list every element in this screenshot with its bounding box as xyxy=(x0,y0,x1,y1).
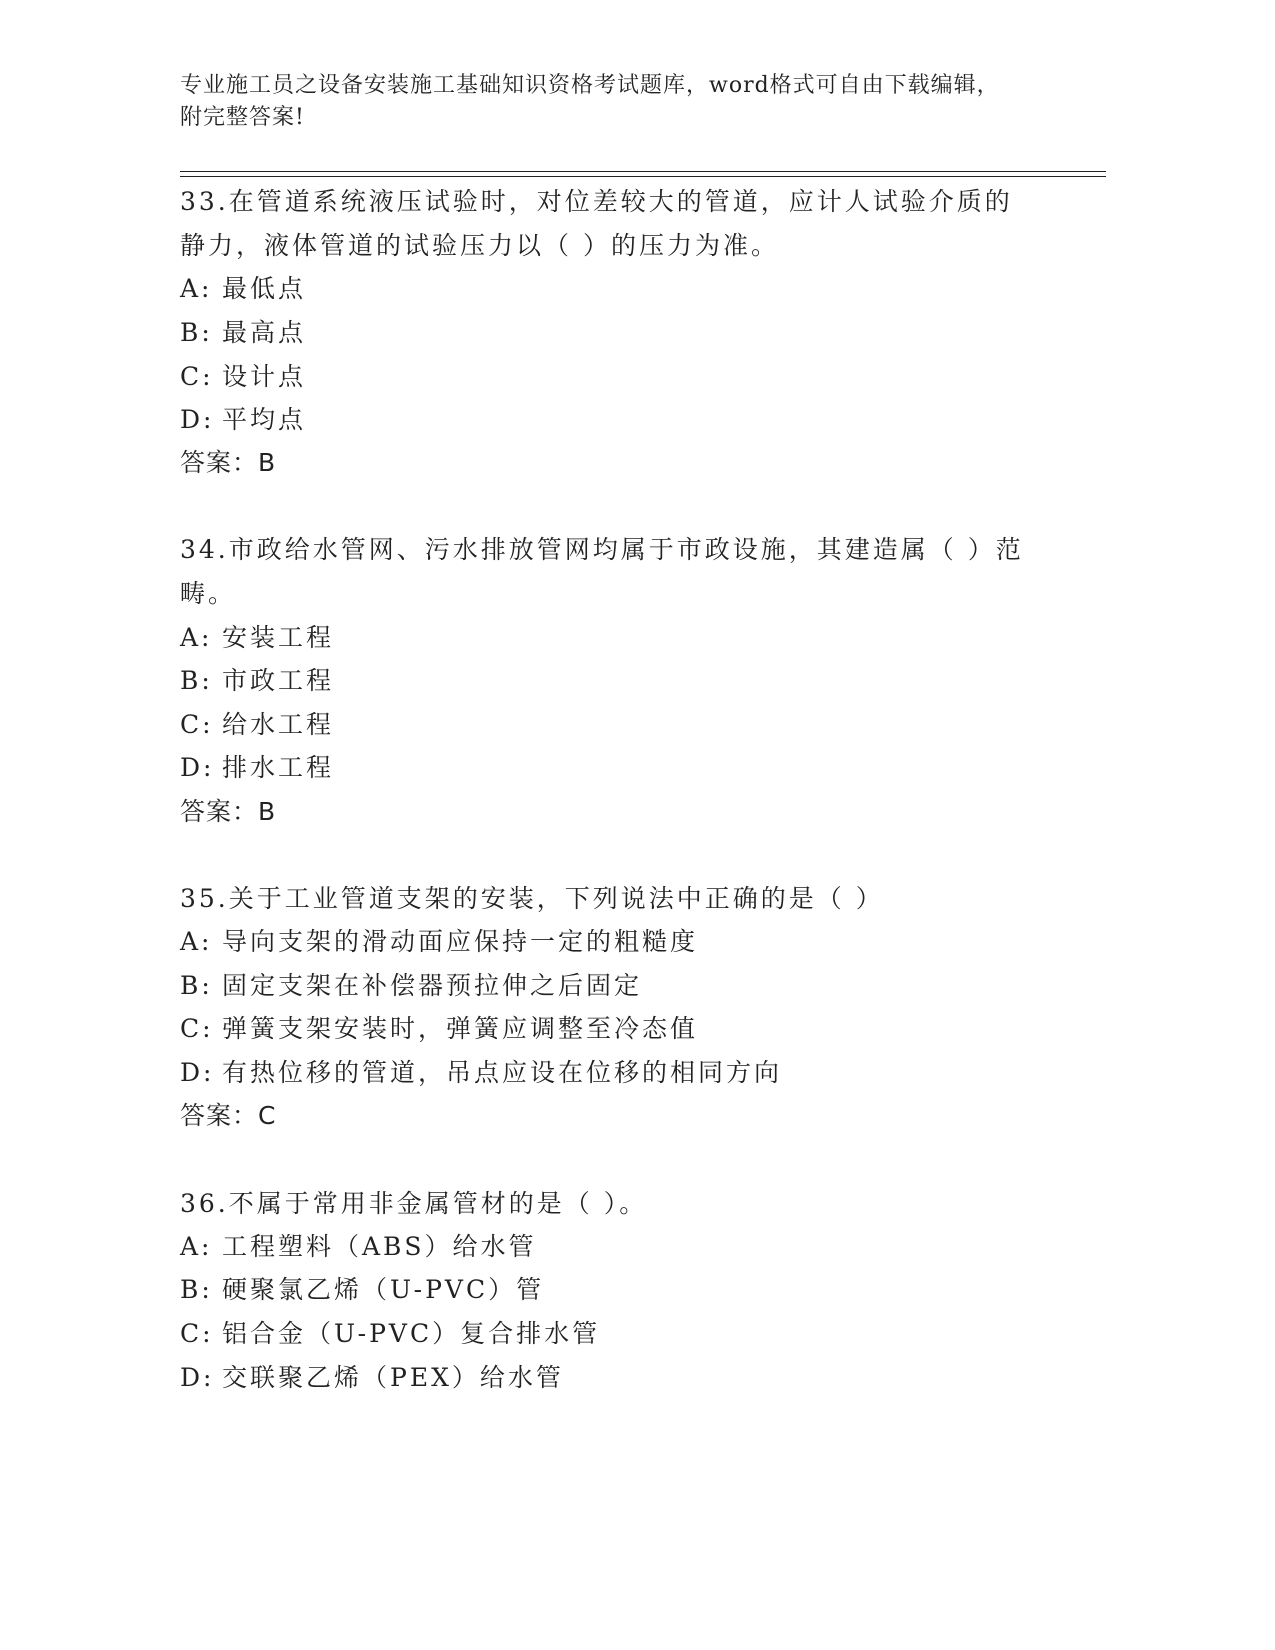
header-divider-bottom xyxy=(180,176,1106,177)
option-text: 平均点 xyxy=(222,405,307,434)
question-33-answer: 答案：B xyxy=(180,448,277,477)
option-letter: A: xyxy=(180,927,213,956)
option-text: 固定支架在补偿器预拉伸之后固定 xyxy=(222,971,643,1000)
question-34-option-b xyxy=(180,666,334,696)
header-line-2: 附完整答案! xyxy=(180,105,305,130)
option-letter: A: xyxy=(180,1232,213,1261)
question-35-option-d xyxy=(180,1058,782,1088)
question-33-option-a xyxy=(180,274,306,304)
question-33-option-d xyxy=(180,405,306,435)
option-text: 硬聚氯乙烯（U-PVC）管 xyxy=(222,1275,545,1304)
option-text: 市政工程 xyxy=(222,666,335,695)
question-33-option-b xyxy=(180,318,306,348)
option-letter: B: xyxy=(180,971,213,1000)
option-letter: B: xyxy=(180,318,213,347)
option-text: 给水工程 xyxy=(222,710,335,739)
option-letter: A: xyxy=(180,623,213,652)
header-divider-top xyxy=(180,171,1106,172)
option-letter: C: xyxy=(180,1319,214,1348)
option-letter: B: xyxy=(180,1275,213,1304)
option-text: 交联聚乙烯（PEX）给水管 xyxy=(222,1363,564,1392)
question-36-option-a xyxy=(180,1232,537,1262)
question-34-answer: 答案：B xyxy=(180,797,277,826)
option-letter: D: xyxy=(180,753,215,782)
option-text: 铝合金（U-PVC）复合排水管 xyxy=(222,1319,601,1348)
option-letter: B: xyxy=(180,666,213,695)
option-text: 弹簧支架安装时，弹簧应调整至冷态值 xyxy=(222,1014,699,1043)
question-34-option-d xyxy=(180,753,334,783)
question-33-text: 33.在管道系统液压试验时，对位差较大的管道，应计人试验介质的静力，液体管道的试验压力以（ ）的压力为准。 xyxy=(180,187,1013,260)
question-36-text: 36.不属于常用非金属管材的是（ ）。 xyxy=(180,1189,648,1218)
option-text: 安装工程 xyxy=(222,623,335,652)
question-35-option-a xyxy=(180,927,698,957)
question-36-option-d xyxy=(180,1363,564,1393)
question-34-option-a xyxy=(180,623,334,653)
option-letter: D: xyxy=(180,1058,215,1087)
question-35-option-c xyxy=(180,1014,698,1044)
option-letter: D: xyxy=(180,1363,215,1392)
question-36-option-b xyxy=(180,1275,544,1305)
header-line-1: 专业施工员之设备安装施工基础知识资格考试题库，word格式可自由下载编辑， xyxy=(180,73,1000,98)
option-text: 设计点 xyxy=(222,362,307,391)
option-letter: C: xyxy=(180,362,214,391)
question-35-answer: 答案：C xyxy=(180,1101,277,1130)
option-letter: A: xyxy=(180,274,213,303)
question-35-text: 35.关于工业管道支架的安装，下列说法中正确的是（ ） xyxy=(180,884,884,913)
option-text: 工程塑料（ABS）给水管 xyxy=(222,1232,537,1261)
option-letter: C: xyxy=(180,1014,214,1043)
question-33-option-c xyxy=(180,362,306,392)
document-header xyxy=(180,70,1060,134)
question-35-option-b xyxy=(180,971,642,1001)
option-text: 排水工程 xyxy=(222,753,335,782)
option-text: 最高点 xyxy=(222,318,307,347)
question-34-option-c xyxy=(180,710,334,740)
option-letter: D: xyxy=(180,405,215,434)
question-34-text: 34.市政给水管网、污水排放管网均属于市政设施，其建造属（ ）范畴。 xyxy=(180,535,1024,608)
question-36-option-c xyxy=(180,1319,600,1349)
option-text: 有热位移的管道，吊点应设在位移的相同方向 xyxy=(222,1058,783,1087)
option-text: 最低点 xyxy=(222,274,307,303)
option-letter: C: xyxy=(180,710,214,739)
option-text: 导向支架的滑动面应保持一定的粗糙度 xyxy=(222,927,699,956)
